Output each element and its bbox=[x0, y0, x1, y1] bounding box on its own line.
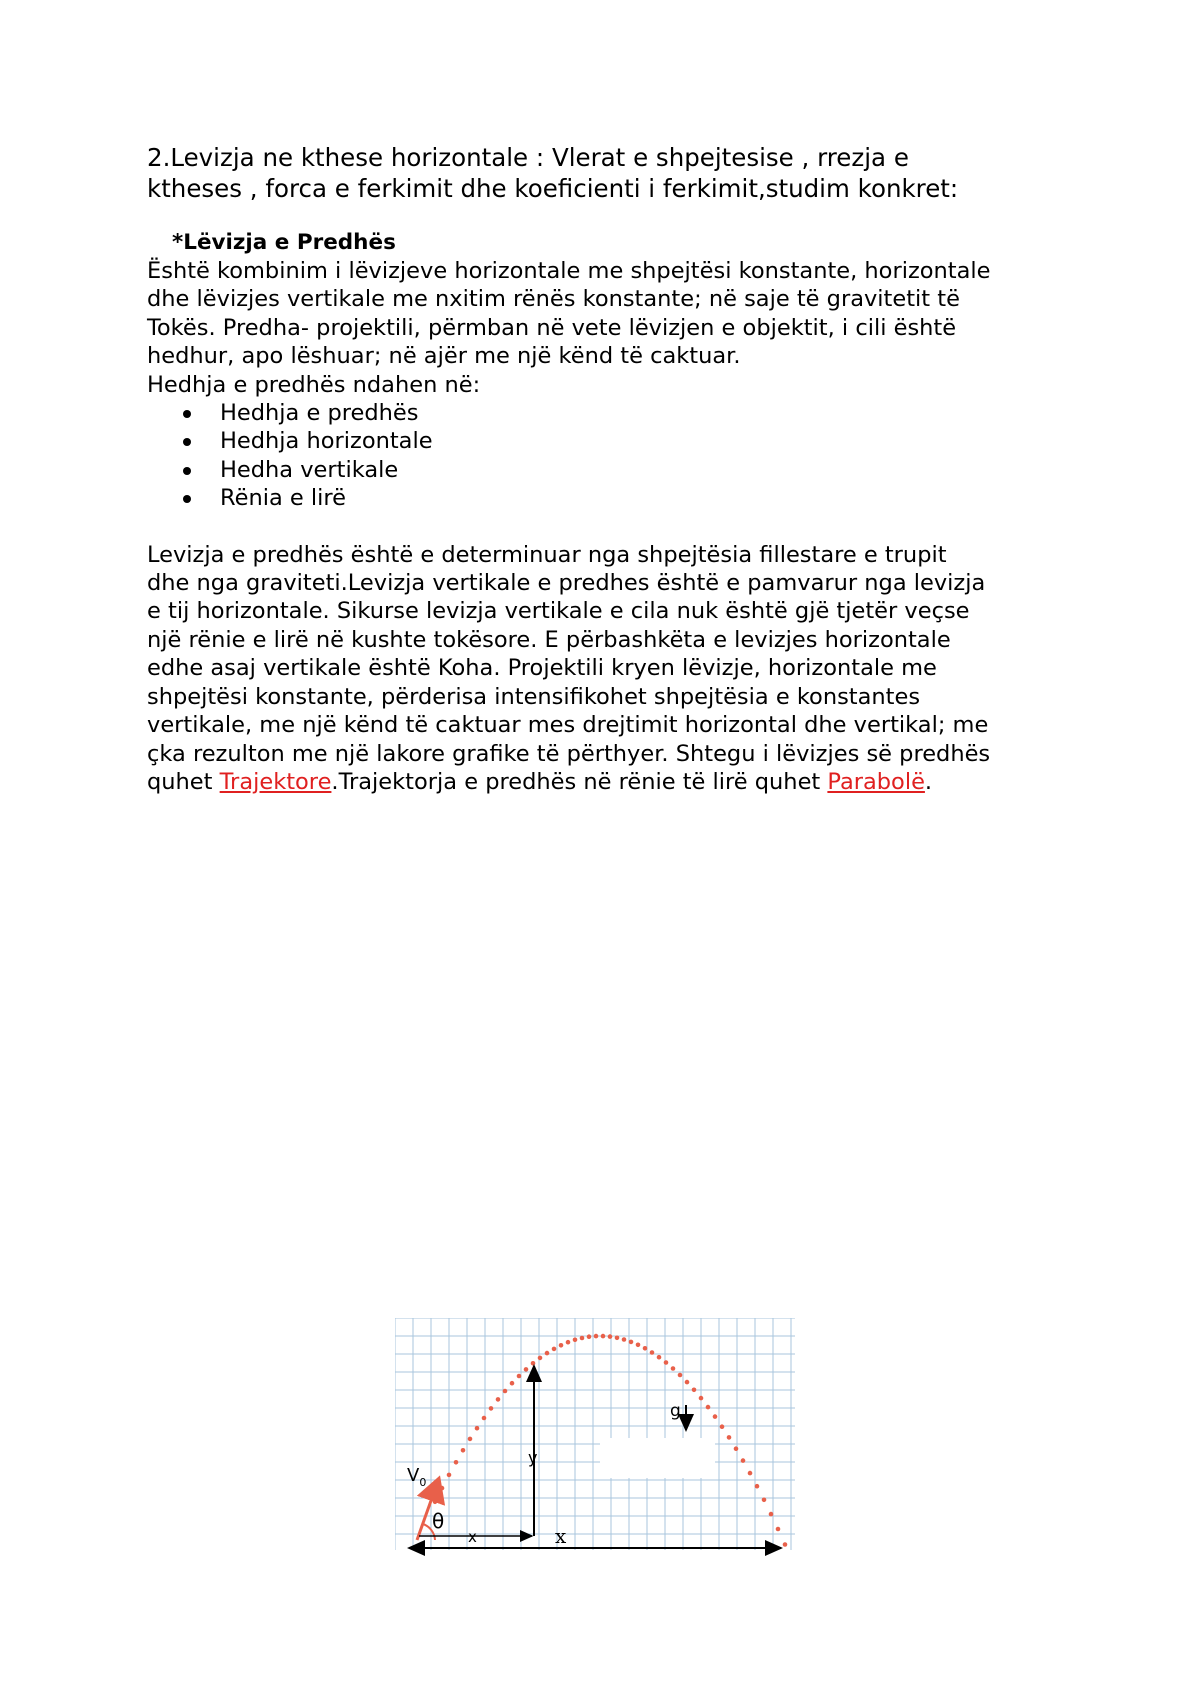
bullet-list bbox=[147, 399, 1067, 513]
trajectory-dot bbox=[573, 1338, 578, 1343]
g-label: g bbox=[670, 1401, 681, 1421]
trajectory-dot bbox=[699, 1396, 704, 1401]
v0-label: $V_0$ bbox=[407, 1465, 427, 1489]
trajectory-dot bbox=[643, 1346, 648, 1351]
trajectory-dot bbox=[678, 1373, 683, 1378]
intro-line: hedhur, apo lëshuar; në ajër me një kënd të caktuar. bbox=[147, 343, 741, 370]
parabole-link[interactable]: Parabolë bbox=[827, 768, 925, 795]
trajectory-dot bbox=[524, 1367, 529, 1372]
theta-label: θ bbox=[432, 1509, 445, 1533]
trajectory-dot bbox=[685, 1380, 690, 1385]
trajectory-dot bbox=[734, 1446, 739, 1451]
trajectory-dot bbox=[608, 1334, 613, 1339]
trajectory-dot bbox=[496, 1397, 501, 1402]
document-page bbox=[147, 142, 1067, 796]
trajectory-dot bbox=[482, 1416, 487, 1421]
trajectory-dot bbox=[727, 1435, 732, 1440]
trajectory-dot bbox=[447, 1473, 452, 1478]
trajectory-dot bbox=[580, 1336, 585, 1341]
last-line-before: quhet bbox=[147, 768, 220, 795]
trajectory-dot bbox=[517, 1374, 522, 1379]
trajectory-dot bbox=[552, 1347, 557, 1352]
projectile-diagram-svg bbox=[395, 1318, 795, 1558]
trajectory-dot bbox=[650, 1350, 655, 1355]
trajectory-dot bbox=[664, 1360, 669, 1365]
trajectory-dot bbox=[636, 1343, 641, 1348]
trajectory-dot bbox=[433, 1500, 438, 1505]
trajectory-dot bbox=[615, 1336, 620, 1341]
trajectory-dot bbox=[622, 1337, 627, 1342]
intro-line: Hedhja e predhës ndahen në: bbox=[147, 371, 481, 398]
body-line: një rënie e lirë në kushte tokësore. E përbashkëta e levizjes horizontale bbox=[147, 626, 951, 653]
trajektore-link[interactable]: Trajektore bbox=[219, 768, 332, 795]
last-line-middle: .Trajektorja e predhës në rënie të lirë quhet bbox=[331, 768, 828, 795]
trajectory-dot bbox=[720, 1424, 725, 1429]
trajectory-dot bbox=[762, 1498, 767, 1503]
trajectory-dot bbox=[454, 1460, 459, 1465]
trajectory-dot bbox=[741, 1458, 746, 1463]
body-line: edhe asaj vertikale është Koha. Projektili kryen lëvizje, horizontale me bbox=[147, 655, 937, 682]
trajectory-dot bbox=[538, 1356, 543, 1361]
bullet-item: Hedhja e predhës bbox=[147, 399, 1067, 427]
heading-line-1: 2.Levizja ne kthese horizontale : Vlerat e shpejtesise , rrezja e bbox=[147, 143, 909, 172]
trajectory-dot bbox=[594, 1334, 599, 1339]
trajectory-dot bbox=[629, 1340, 634, 1345]
x-big-label: x bbox=[555, 1524, 567, 1548]
body-line: Levizja e predhës është e determinuar nga shpejtësia fillestare e trupit bbox=[147, 541, 947, 568]
trajectory-dot bbox=[503, 1389, 508, 1394]
trajectory-dot bbox=[566, 1340, 571, 1345]
trajectory-dot bbox=[489, 1406, 494, 1411]
body-line: dhe nga graviteti.Levizja vertikale e predhes është e pamvarur nga levizja bbox=[147, 570, 986, 597]
intro-paragraph bbox=[147, 257, 1067, 399]
label-patch bbox=[600, 1438, 715, 1478]
document-heading bbox=[147, 142, 1067, 204]
trajectory-dot bbox=[671, 1366, 676, 1371]
trajectory-dot bbox=[559, 1343, 564, 1348]
body-line: vertikale, me një kënd të caktuar mes drejtimit horizontal dhe vertikal; me bbox=[147, 712, 989, 739]
y-label: y bbox=[528, 1448, 538, 1467]
body-line: shpejtësi konstante, përderisa intensifikohet shpejtësia e konstantes bbox=[147, 683, 921, 710]
trajectory-dot bbox=[769, 1512, 774, 1517]
section-title: *Lëvizja e Predhës bbox=[172, 230, 396, 255]
intro-line: Tokës. Predha- projektili, përmban në vete lëvizjen e objektit, i cili është bbox=[147, 314, 957, 341]
trajectory-dot bbox=[510, 1381, 515, 1386]
trajectory-dot bbox=[587, 1334, 592, 1339]
body-line: e tij horizontale. Sikurse levizja vertikale e cila nuk është gjë tjetër veçse bbox=[147, 598, 970, 625]
projectile-diagram bbox=[395, 1318, 795, 1558]
trajectory-dot bbox=[468, 1437, 473, 1442]
trajectory-dot bbox=[713, 1414, 718, 1419]
trajectory-dot bbox=[601, 1334, 606, 1339]
trajectory-dot bbox=[692, 1388, 697, 1393]
bullet-item: Hedha vertikale bbox=[147, 456, 1067, 484]
intro-line: dhe lëvizjes vertikale me nxitim rënës konstante; në saje të gravitetit të bbox=[147, 286, 960, 313]
intro-line: Është kombinim i lëvizjeve horizontale me shpejtësi konstante, horizontale bbox=[147, 258, 991, 284]
trajectory-dot bbox=[776, 1527, 781, 1532]
trajectory-dot bbox=[706, 1405, 711, 1410]
trajectory-dot bbox=[475, 1426, 480, 1431]
body-line: çka rezulton me një lakore grafike të përthyer. Shtegu i lëvizjes së predhës bbox=[147, 740, 991, 767]
heading-line-2: ktheses , forca e ferkimit dhe koeficienti i ferkimit,studim konkret: bbox=[147, 174, 959, 203]
trajectory-dot bbox=[461, 1448, 466, 1453]
last-line-after: . bbox=[924, 768, 933, 795]
trajectory-dot bbox=[545, 1351, 550, 1356]
trajectory-dot bbox=[657, 1355, 662, 1360]
trajectory-dot bbox=[755, 1484, 760, 1489]
trajectory-dot bbox=[748, 1471, 753, 1476]
trajectory-dot bbox=[440, 1486, 445, 1491]
body-paragraph bbox=[147, 541, 1067, 797]
trajectory-dot bbox=[783, 1542, 788, 1547]
trajectory-dot bbox=[531, 1361, 536, 1366]
bullet-item: Hedhja horizontale bbox=[147, 427, 1067, 455]
bullet-item: Rënia e lirë bbox=[147, 484, 1067, 512]
x-small-label: x bbox=[468, 1528, 477, 1546]
grid-lines bbox=[395, 1318, 795, 1550]
